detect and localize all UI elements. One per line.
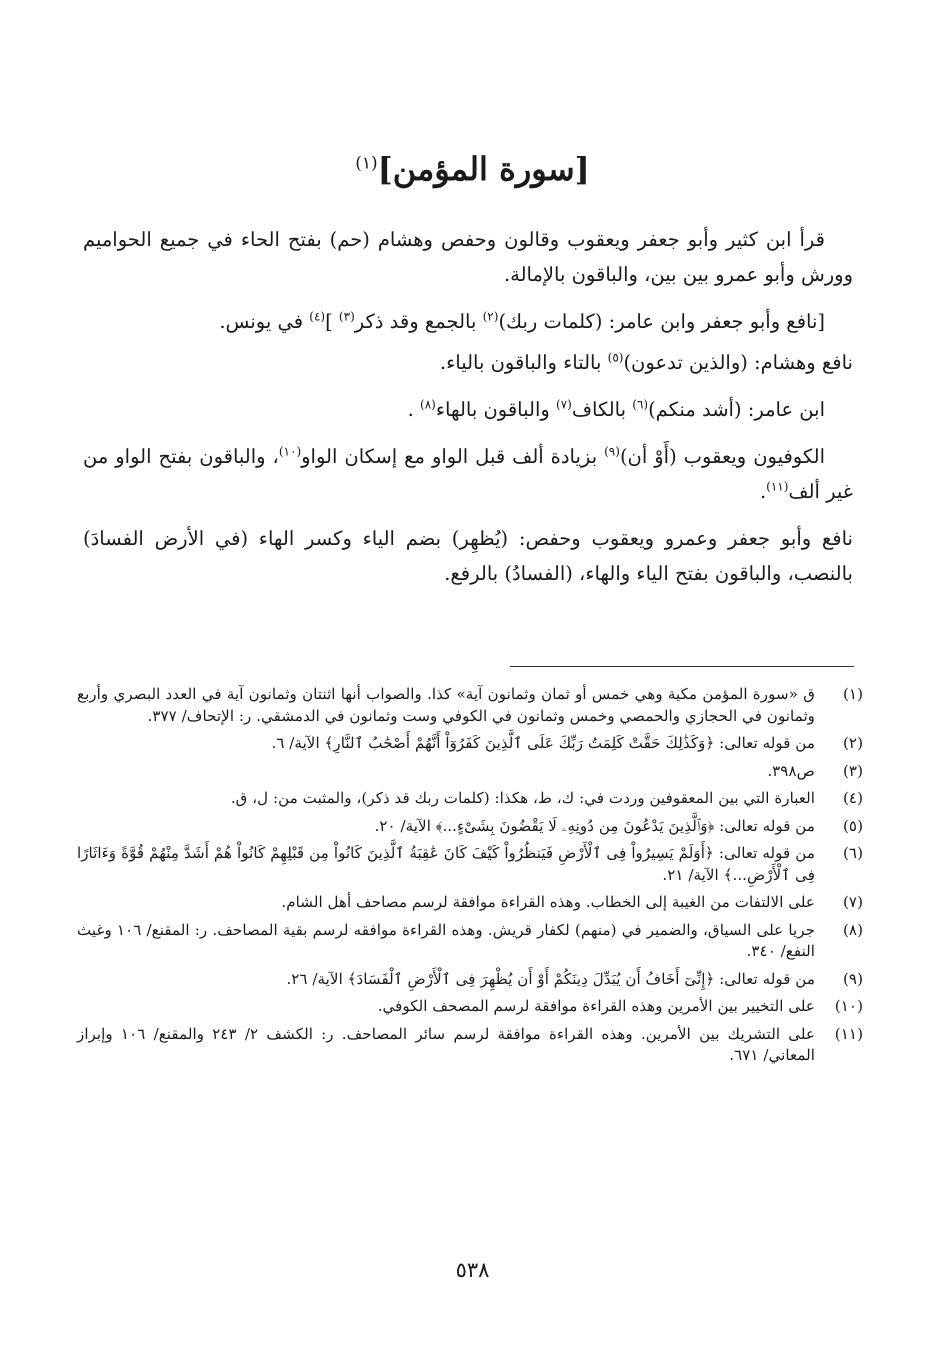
paragraph-hamim: قرأ ابن كثير وأبو جعفر ويعقوب وقالون وحفص وهشام (حم) بفتح الحاء في جميع الحواميم وورش وأبو عمرو بين بين، والباقون بالإمالة. xyxy=(83,228,853,286)
footnote xyxy=(77,843,863,886)
footnote xyxy=(77,892,863,914)
footnote-ref: (٩) xyxy=(604,444,620,459)
footnote xyxy=(77,761,863,783)
paragraph-tadun: نافع وهشام: (والذين تدعون)$^{(٥)}$ بالتاء والباقون بالياء. xyxy=(439,350,853,374)
footnote-separator xyxy=(510,666,854,667)
footnote-number: (٩) xyxy=(842,969,863,988)
footnote-ref: (٣) xyxy=(338,309,355,324)
footnote-text: من قوله تعالى: ﴿أَوَلَمْ يَسِيرُواْ فِى ٱلْأَرْضِ فَيَنظُرُواْ كَيْفَ كَانَ عَٰقِبَةُ ٱلَّذِينَ كَانُواْ مِن قَبْلِهِمْ كَانُواْ هُمْ أَشَدَّ مِنْهُمْ قُوَّةً وَءَاثَارًا فِى ٱلْأَرْضِ...﴾ الآية/ ٢١. xyxy=(77,844,815,884)
footnote xyxy=(77,733,863,755)
footnote-number: (٢) xyxy=(842,734,863,752)
footnote-ref: (٢) xyxy=(482,309,499,324)
footnote-number: (١) xyxy=(842,685,863,703)
footnote-text: العبارة التي بين المعقوفين وردت في: ك، ط، هكذا: (كلمات ربك قد ذكر)، والمثبت من: ل، ق. xyxy=(230,789,815,807)
footnote xyxy=(77,1024,863,1067)
footnote xyxy=(77,816,863,838)
footnote-text: ص٣٩٨. xyxy=(767,761,815,780)
footnote-ref: (٧) xyxy=(555,397,572,412)
paragraph-yuzhir: نافع وأبو جعفر وعمرو ويعقوب وحفص: (يُظهِر) بضم الياء وكسر الهاء (في الأرض الفسادَ) بالنصب، والباقون بفتح الياء والهاء، (الفسادُ) بالرفع. xyxy=(83,527,853,585)
footnote-number: (٦) xyxy=(842,844,863,862)
footnote-ref: (٤) xyxy=(309,309,326,324)
footnote xyxy=(77,684,863,727)
surah-title xyxy=(0,150,945,188)
title-footnote-ref: (١) xyxy=(355,153,378,174)
footnote-ref: (١١) xyxy=(766,479,789,494)
footnote-number: (١١) xyxy=(834,1024,863,1043)
footnote xyxy=(77,969,863,991)
footnote xyxy=(77,788,863,810)
footnote-text: على التخيير بين الأمرين وهذه القراءة موافقة لرسم المصحف الكوفي. xyxy=(377,997,815,1015)
footnotes xyxy=(77,684,863,1073)
main-text xyxy=(83,222,853,603)
paragraph-kalimat: [نافع وأبو جعفر وابن عامر: (كلمات ربك)$^{(٢)}$ بالجمع وقد ذكر$^{(٣)}$ ]$^{(٤)}$ في يونس. xyxy=(219,309,825,333)
footnote-ref: (١٠) xyxy=(278,444,302,459)
footnote-text: ق «سورة المؤمن مكية وهي خمس أو ثمان وثمانون آية» كذا. والصواب أنها اثنتان وثمانون آية في العدد البصري وأربع وثمانون في الحجازي والحمصي وخمس وثمانون في الكوفي وست وثمانون في الدمشقي. ر: الإتحاف/ ٣٧٧. xyxy=(77,685,815,725)
footnote-text: على الالتفات من الغيبة إلى الخطاب. وهذه القراءة موافقة لرسم مصاحف أهل الشام. xyxy=(281,893,815,911)
footnote-ref: (٥) xyxy=(607,350,624,365)
footnote xyxy=(77,996,863,1018)
footnote-number: (١٠) xyxy=(834,997,863,1015)
footnote-number: (٤) xyxy=(842,789,863,807)
surah-title-text: [سورة المؤمن] xyxy=(377,150,590,188)
footnote-text: من قوله تعالى: ﴿وَٱلَّذِينَ يَدْعُونَ مِن دُونِهِۦ لَا يَقْضُونَ بِشَىْءٍ...﴾ الآية/ ٢٠. xyxy=(374,816,815,835)
footnote-text: جريا على السياق، والضمير في (منهم) لكفار قريش. وهذه القراءة موافقه لرسم بقية المصاحف. ر: المقنع/ ١٠٦ وغيث النفع/ ٣٤٠. xyxy=(77,920,815,960)
paragraph-aw-an: الكوفيون ويعقوب (أَوْ أن)$^{(٩)}$ بزيادة ألف قبل الواو مع إسكان الواو$^{(١٠)}$، والباقون بفتح الواو من غير ألف$^{(١١)}$. xyxy=(83,444,853,503)
footnote-number: (٥) xyxy=(842,816,863,835)
footnote xyxy=(77,920,863,963)
footnote-number: (٨) xyxy=(842,920,863,939)
footnote-ref: (٦) xyxy=(632,397,649,412)
footnote-number: (٣) xyxy=(842,761,863,780)
footnote-text: على التشريك بين الأمرين. وهذه القراءة موافقة لرسم سائر المصاحف. ر: الكشف ٢/ ٢٤٣ والمقنع/ ١٠٦ وإبراز المعاني/ ٦٧١. xyxy=(77,1024,816,1064)
footnote-text: من قوله تعالى: ﴿إِنِّىٓ أَخَافُ أَن يُبَدِّلَ دِينَكُمْ أَوْ أَن يُظْهِرَ فِى ٱلْأَرْضِ ٱلْفَسَادَ﴾ الآية/ ٢٦. xyxy=(286,969,815,988)
footnote-text: من قوله تعالى: ﴿وَكَذَٰلِكَ حَقَّتْ كَلِمَتُ رَبِّكَ عَلَى ٱلَّذِينَ كَفَرُوٓاْ أَنَّهُمْ أَصْحَٰبُ ٱلنَّارِ﴾ الآية/ ٦. xyxy=(271,734,815,752)
page-number: ٥٣٨ xyxy=(455,1258,490,1282)
footnote-ref: (٨) xyxy=(420,397,436,412)
footnote-number: (٧) xyxy=(842,893,863,911)
paragraph-ashadd: ابن عامر: (أشد منكم)$^{(٦)}$ بالكاف$^{(٧)}$ والباقون بالهاء$^{(٨)}$ . xyxy=(407,397,825,421)
